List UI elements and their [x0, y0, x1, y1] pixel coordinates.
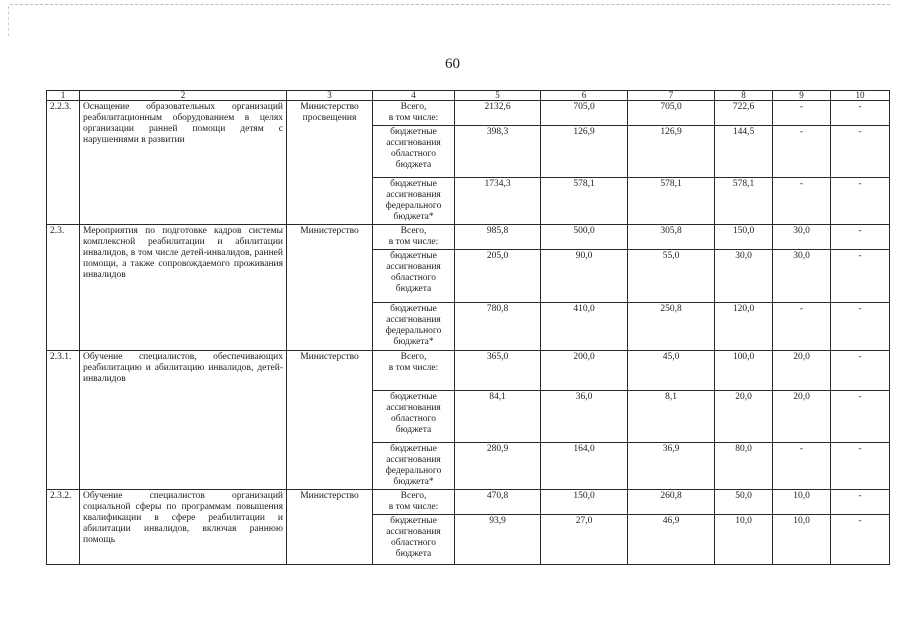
column-header: 8: [715, 91, 773, 101]
amount-cell: 126,9: [628, 126, 715, 178]
amount-cell: 260,8: [628, 490, 715, 515]
column-header: 5: [455, 91, 541, 101]
amount-cell: 55,0: [628, 250, 715, 303]
amount-cell: -: [831, 250, 890, 303]
amount-cell: 150,0: [715, 225, 773, 250]
amount-cell: 410,0: [541, 303, 628, 351]
column-number-header-row: [47, 91, 890, 101]
item-number: 2.2.3.: [47, 101, 80, 225]
amount-cell: 46,9: [628, 515, 715, 565]
amount-cell: 90,0: [541, 250, 628, 303]
amount-cell: -: [773, 443, 831, 490]
column-header: 10: [831, 91, 890, 101]
amount-cell: 50,0: [715, 490, 773, 515]
column-header: 9: [773, 91, 831, 101]
amount-cell: 985,8: [455, 225, 541, 250]
funding-source: бюджетные ассигнования федерального бюджета*: [373, 178, 455, 225]
table-row: [47, 351, 890, 391]
amount-cell: -: [831, 225, 890, 250]
amount-cell: 470,8: [455, 490, 541, 515]
funding-source: бюджетные ассигнования федерального бюджета*: [373, 443, 455, 490]
amount-cell: 84,1: [455, 391, 541, 443]
amount-cell: 10,0: [773, 515, 831, 565]
amount-cell: 120,0: [715, 303, 773, 351]
column-header: 4: [373, 91, 455, 101]
amount-cell: 80,0: [715, 443, 773, 490]
amount-cell: -: [831, 443, 890, 490]
amount-cell: 45,0: [628, 351, 715, 391]
funding-source: бюджетные ассигнования областного бюджета: [373, 250, 455, 303]
funding-source: Всего, в том числе:: [373, 101, 455, 126]
amount-cell: 8,1: [628, 391, 715, 443]
amount-cell: 93,9: [455, 515, 541, 565]
amount-cell: 10,0: [773, 490, 831, 515]
item-number: 2.3.2.: [47, 490, 80, 565]
amount-cell: 500,0: [541, 225, 628, 250]
funding-source: бюджетные ассигнования областного бюджета: [373, 515, 455, 565]
amount-cell: 280,9: [455, 443, 541, 490]
amount-cell: -: [831, 490, 890, 515]
funding-source: бюджетные ассигнования федерального бюджета*: [373, 303, 455, 351]
amount-cell: 20,0: [773, 351, 831, 391]
amount-cell: 30,0: [773, 225, 831, 250]
column-header: 7: [628, 91, 715, 101]
amount-cell: 2132,6: [455, 101, 541, 126]
amount-cell: 36,9: [628, 443, 715, 490]
amount-cell: 398,3: [455, 126, 541, 178]
amount-cell: -: [773, 101, 831, 126]
amount-cell: -: [773, 126, 831, 178]
executor: Министерство: [287, 490, 373, 565]
column-header: 1: [47, 91, 80, 101]
activity-name: Обучение специалистов организаций социальной сферы по программам повышения квалификации в сфере реабилитации и абилитации инвалидов, включая раннюю помощь: [80, 490, 287, 565]
amount-cell: 205,0: [455, 250, 541, 303]
amount-cell: 365,0: [455, 351, 541, 391]
amount-cell: -: [831, 515, 890, 565]
table-row: [47, 490, 890, 515]
executor: Министерство: [287, 225, 373, 351]
amount-cell: 780,8: [455, 303, 541, 351]
funding-source: бюджетные ассигнования областного бюджета: [373, 391, 455, 443]
amount-cell: 705,0: [628, 101, 715, 126]
scan-edge-mark-left: [8, 6, 10, 36]
amount-cell: 30,0: [715, 250, 773, 303]
amount-cell: 578,1: [715, 178, 773, 225]
funding-source: Всего, в том числе:: [373, 490, 455, 515]
amount-cell: -: [831, 101, 890, 126]
amount-cell: -: [831, 391, 890, 443]
amount-cell: -: [831, 126, 890, 178]
amount-cell: 722,6: [715, 101, 773, 126]
amount-cell: 144,5: [715, 126, 773, 178]
executor: Министерство просвещения: [287, 101, 373, 225]
column-header: 3: [287, 91, 373, 101]
funding-source: бюджетные ассигнования областного бюджета: [373, 126, 455, 178]
amount-cell: 100,0: [715, 351, 773, 391]
executor: Министерство: [287, 351, 373, 490]
funding-source: Всего, в том числе:: [373, 351, 455, 391]
amount-cell: 705,0: [541, 101, 628, 126]
amount-cell: -: [773, 178, 831, 225]
amount-cell: 10,0: [715, 515, 773, 565]
amount-cell: 305,8: [628, 225, 715, 250]
amount-cell: 36,0: [541, 391, 628, 443]
amount-cell: 578,1: [628, 178, 715, 225]
amount-cell: 20,0: [773, 391, 831, 443]
amount-cell: 20,0: [715, 391, 773, 443]
amount-cell: -: [831, 351, 890, 391]
budget-table: [46, 90, 890, 565]
column-header: 2: [80, 91, 287, 101]
amount-cell: -: [831, 303, 890, 351]
amount-cell: 200,0: [541, 351, 628, 391]
amount-cell: 27,0: [541, 515, 628, 565]
page-number: 60: [445, 56, 460, 72]
amount-cell: 1734,3: [455, 178, 541, 225]
item-number: 2.3.1.: [47, 351, 80, 490]
activity-name: Мероприятия по подготовке кадров системы комплексной реабилитации и абилитации инвалидов, в том числе детей-инвалидов, ранней помощи, а также сопровождаемого проживания инвалидов: [80, 225, 287, 351]
funding-source: Всего, в том числе:: [373, 225, 455, 250]
activity-name: Оснащение образовательных организаций реабилитационным оборудованием в целях организации ранней помощи детям с нарушениями в развитии: [80, 101, 287, 225]
amount-cell: -: [831, 178, 890, 225]
table-row: [47, 225, 890, 250]
amount-cell: 150,0: [541, 490, 628, 515]
amount-cell: 126,9: [541, 126, 628, 178]
activity-name: Обучение специалистов, обеспечивающих реабилитацию и абилитацию инвалидов, детей-инвалидов: [80, 351, 287, 490]
amount-cell: 578,1: [541, 178, 628, 225]
scan-edge-mark: [10, 4, 890, 6]
item-number: 2.3.: [47, 225, 80, 351]
amount-cell: 30,0: [773, 250, 831, 303]
amount-cell: 164,0: [541, 443, 628, 490]
column-header: 6: [541, 91, 628, 101]
amount-cell: -: [773, 303, 831, 351]
amount-cell: 250,8: [628, 303, 715, 351]
table-row: [47, 101, 890, 126]
